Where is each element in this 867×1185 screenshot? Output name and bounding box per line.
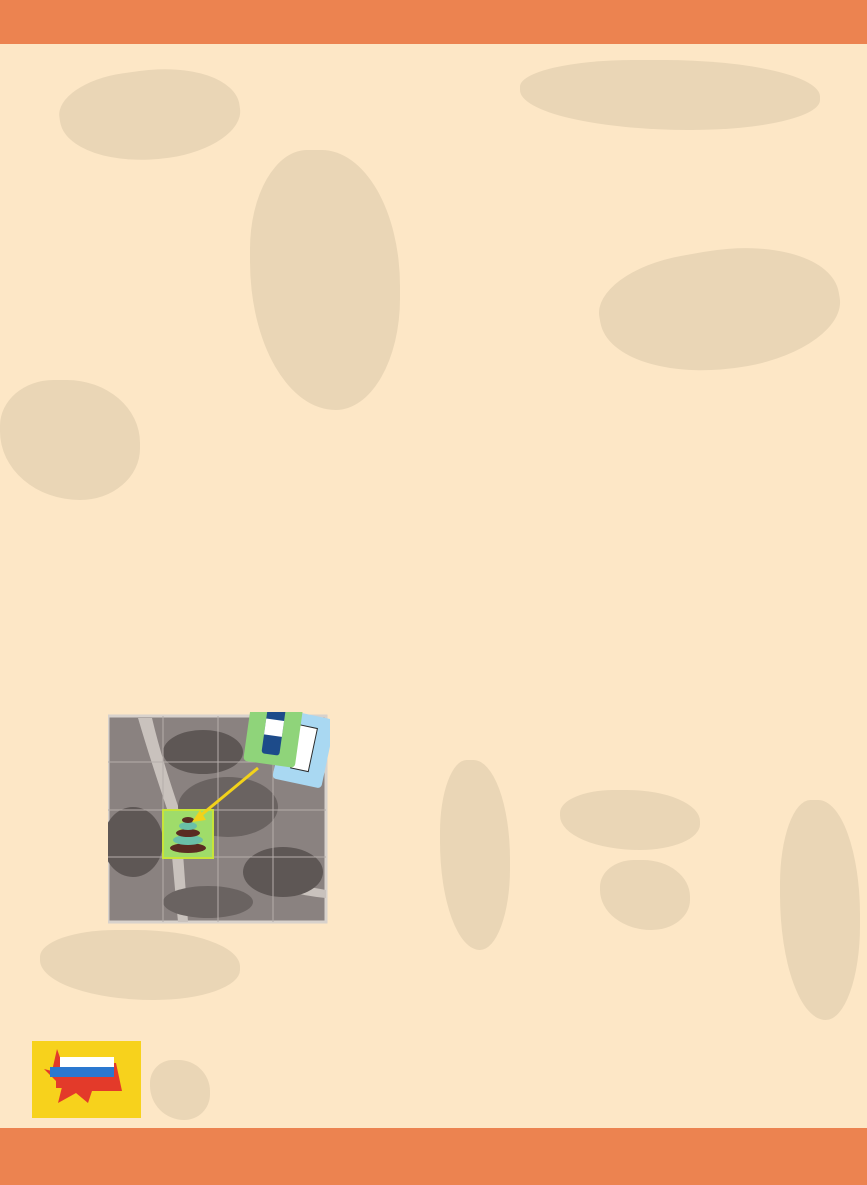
bg-stroke [250, 150, 400, 410]
flag-red-stripe [56, 1077, 116, 1088]
bg-stroke [560, 790, 700, 850]
bg-stroke [520, 60, 820, 130]
zvezda-logo [32, 1041, 141, 1118]
bg-stroke [591, 230, 848, 390]
bg-stroke [780, 800, 860, 1020]
flag-white-stripe [60, 1057, 114, 1067]
bg-stroke [55, 58, 246, 172]
bg-stroke [440, 760, 510, 950]
right-column [438, 62, 830, 70]
scroll-card-earth [243, 712, 305, 768]
bg-stroke [150, 1060, 210, 1120]
left-column [34, 55, 420, 63]
map-forest [243, 847, 323, 897]
header-spiral-band [0, 0, 867, 44]
trial-map-illustration [108, 712, 330, 924]
map-forest [163, 730, 243, 774]
bg-stroke [40, 930, 240, 1000]
map-forest [163, 886, 253, 918]
bg-stroke [0, 380, 140, 500]
flag-blue-stripe [50, 1067, 114, 1077]
bg-stroke [600, 860, 690, 930]
footer-spiral-band [0, 1128, 867, 1185]
